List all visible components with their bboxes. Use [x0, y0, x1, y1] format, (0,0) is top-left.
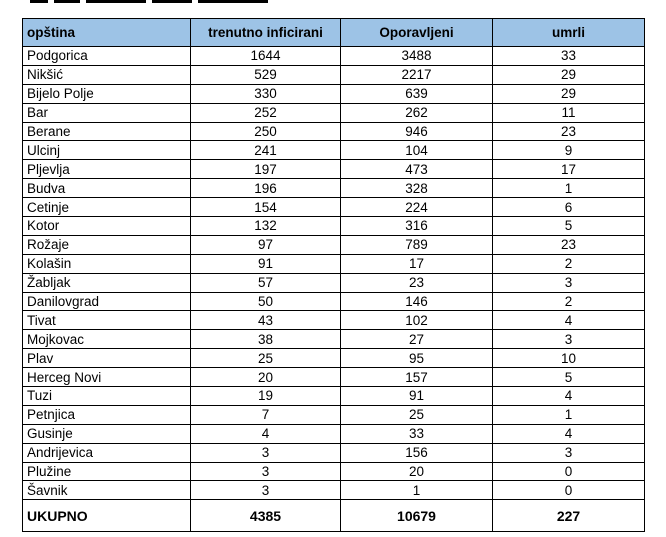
table-row — [23, 462, 645, 481]
infected-cell: 529 — [191, 65, 341, 84]
recovered-cell: 20 — [341, 462, 493, 481]
infected-cell: 38 — [191, 330, 341, 349]
table-row — [23, 349, 645, 368]
infected-cell: 1644 — [191, 47, 341, 66]
deceased-cell: 3 — [493, 330, 645, 349]
municipality-cell: Mojkovac — [23, 330, 191, 349]
table-row — [23, 387, 645, 406]
municipality-cell: Tuzi — [23, 387, 191, 406]
table-row — [23, 179, 645, 198]
recovered-cell: 17 — [341, 254, 493, 273]
infected-cell: 4 — [191, 424, 341, 443]
table-row — [23, 481, 645, 500]
infected-cell: 154 — [191, 198, 341, 217]
infected-cell: 43 — [191, 311, 341, 330]
table-row — [23, 235, 645, 254]
recovered-cell: 316 — [341, 217, 493, 236]
total-infected: 4385 — [191, 500, 341, 532]
municipality-cell: Plav — [23, 349, 191, 368]
deceased-cell: 3 — [493, 443, 645, 462]
municipality-cell: Kotor — [23, 217, 191, 236]
recovered-cell: 473 — [341, 160, 493, 179]
header-municipality: opština — [23, 19, 191, 47]
infected-cell: 97 — [191, 235, 341, 254]
header-recovered: Oporavljeni — [341, 19, 493, 47]
deceased-cell: 23 — [493, 235, 645, 254]
infected-cell: 3 — [191, 462, 341, 481]
recovered-cell: 328 — [341, 179, 493, 198]
infected-cell: 25 — [191, 349, 341, 368]
deceased-cell: 4 — [493, 387, 645, 406]
recovered-cell: 25 — [341, 405, 493, 424]
table-row — [23, 368, 645, 387]
municipality-cell: Podgorica — [23, 47, 191, 66]
municipality-cell: Bijelo Polje — [23, 84, 191, 103]
deceased-cell: 23 — [493, 122, 645, 141]
infected-cell: 57 — [191, 273, 341, 292]
recovered-cell: 23 — [341, 273, 493, 292]
table-row — [23, 103, 645, 122]
recovered-cell: 3488 — [341, 47, 493, 66]
municipality-cell: Pljevlja — [23, 160, 191, 179]
recovered-cell: 91 — [341, 387, 493, 406]
deceased-cell: 5 — [493, 217, 645, 236]
infected-cell: 91 — [191, 254, 341, 273]
municipality-cell: Budva — [23, 179, 191, 198]
table-row — [23, 65, 645, 84]
total-label: UKUPNO — [23, 500, 191, 532]
deceased-cell: 17 — [493, 160, 645, 179]
deceased-cell: 10 — [493, 349, 645, 368]
deceased-cell: 1 — [493, 179, 645, 198]
deceased-cell: 2 — [493, 254, 645, 273]
table-row — [23, 217, 645, 236]
recovered-cell: 157 — [341, 368, 493, 387]
deceased-cell: 2 — [493, 292, 645, 311]
infected-cell: 3 — [191, 443, 341, 462]
recovered-cell: 224 — [341, 198, 493, 217]
table-row — [23, 311, 645, 330]
recovered-cell: 1 — [341, 481, 493, 500]
municipality-cell: Plužine — [23, 462, 191, 481]
municipality-cell: Kolašin — [23, 254, 191, 273]
municipality-cell: Petnjica — [23, 405, 191, 424]
header-currently-infected: trenutno inficirani — [191, 19, 341, 47]
recovered-cell: 33 — [341, 424, 493, 443]
infected-cell: 252 — [191, 103, 341, 122]
recovered-cell: 262 — [341, 103, 493, 122]
table-row — [23, 160, 645, 179]
total-recovered: 10679 — [341, 500, 493, 532]
deceased-cell: 9 — [493, 141, 645, 160]
table-row — [23, 47, 645, 66]
infected-cell: 50 — [191, 292, 341, 311]
deceased-cell: 0 — [493, 462, 645, 481]
recovered-cell: 2217 — [341, 65, 493, 84]
deceased-cell: 3 — [493, 273, 645, 292]
total-deceased: 227 — [493, 500, 645, 532]
recovered-cell: 104 — [341, 141, 493, 160]
table-row — [23, 122, 645, 141]
table-row — [23, 292, 645, 311]
infected-cell: 196 — [191, 179, 341, 198]
table-row — [23, 141, 645, 160]
table-row — [23, 198, 645, 217]
infected-cell: 132 — [191, 217, 341, 236]
deceased-cell: 1 — [493, 405, 645, 424]
deceased-cell: 29 — [493, 65, 645, 84]
recovered-cell: 95 — [341, 349, 493, 368]
municipality-cell: Bar — [23, 103, 191, 122]
infected-cell: 197 — [191, 160, 341, 179]
deceased-cell: 0 — [493, 481, 645, 500]
municipality-cell: Ulcinj — [23, 141, 191, 160]
infected-cell: 250 — [191, 122, 341, 141]
municipality-cell: Šavnik — [23, 481, 191, 500]
table-row — [23, 405, 645, 424]
municipality-cell: Gusinje — [23, 424, 191, 443]
table-row — [23, 273, 645, 292]
table-row — [23, 443, 645, 462]
infected-cell: 20 — [191, 368, 341, 387]
municipality-cell: Berane — [23, 122, 191, 141]
covid-municipality-table — [22, 18, 645, 532]
deceased-cell: 33 — [493, 47, 645, 66]
table-row — [23, 254, 645, 273]
table-header-row — [23, 19, 645, 47]
table-row — [23, 424, 645, 443]
recovered-cell: 156 — [341, 443, 493, 462]
municipality-cell: Cetinje — [23, 198, 191, 217]
deceased-cell: 29 — [493, 84, 645, 103]
table-row — [23, 330, 645, 349]
infected-cell: 330 — [191, 84, 341, 103]
deceased-cell: 6 — [493, 198, 645, 217]
infected-cell: 19 — [191, 387, 341, 406]
recovered-cell: 146 — [341, 292, 493, 311]
municipality-cell: Rožaje — [23, 235, 191, 254]
deceased-cell: 4 — [493, 311, 645, 330]
infected-cell: 3 — [191, 481, 341, 500]
table-row — [23, 84, 645, 103]
infected-cell: 241 — [191, 141, 341, 160]
municipality-cell: Tivat — [23, 311, 191, 330]
recovered-cell: 789 — [341, 235, 493, 254]
municipality-cell: Herceg Novi — [23, 368, 191, 387]
deceased-cell: 5 — [493, 368, 645, 387]
recovered-cell: 639 — [341, 84, 493, 103]
header-deceased: umrli — [493, 19, 645, 47]
deceased-cell: 11 — [493, 103, 645, 122]
municipality-cell: Žabljak — [23, 273, 191, 292]
municipality-cell: Danilovgrad — [23, 292, 191, 311]
municipality-cell: Nikšić — [23, 65, 191, 84]
infected-cell: 7 — [191, 405, 341, 424]
cropped-text-strip — [30, 0, 330, 3]
recovered-cell: 27 — [341, 330, 493, 349]
total-row — [23, 500, 645, 532]
municipality-cell: Andrijevica — [23, 443, 191, 462]
recovered-cell: 946 — [341, 122, 493, 141]
deceased-cell: 4 — [493, 424, 645, 443]
recovered-cell: 102 — [341, 311, 493, 330]
